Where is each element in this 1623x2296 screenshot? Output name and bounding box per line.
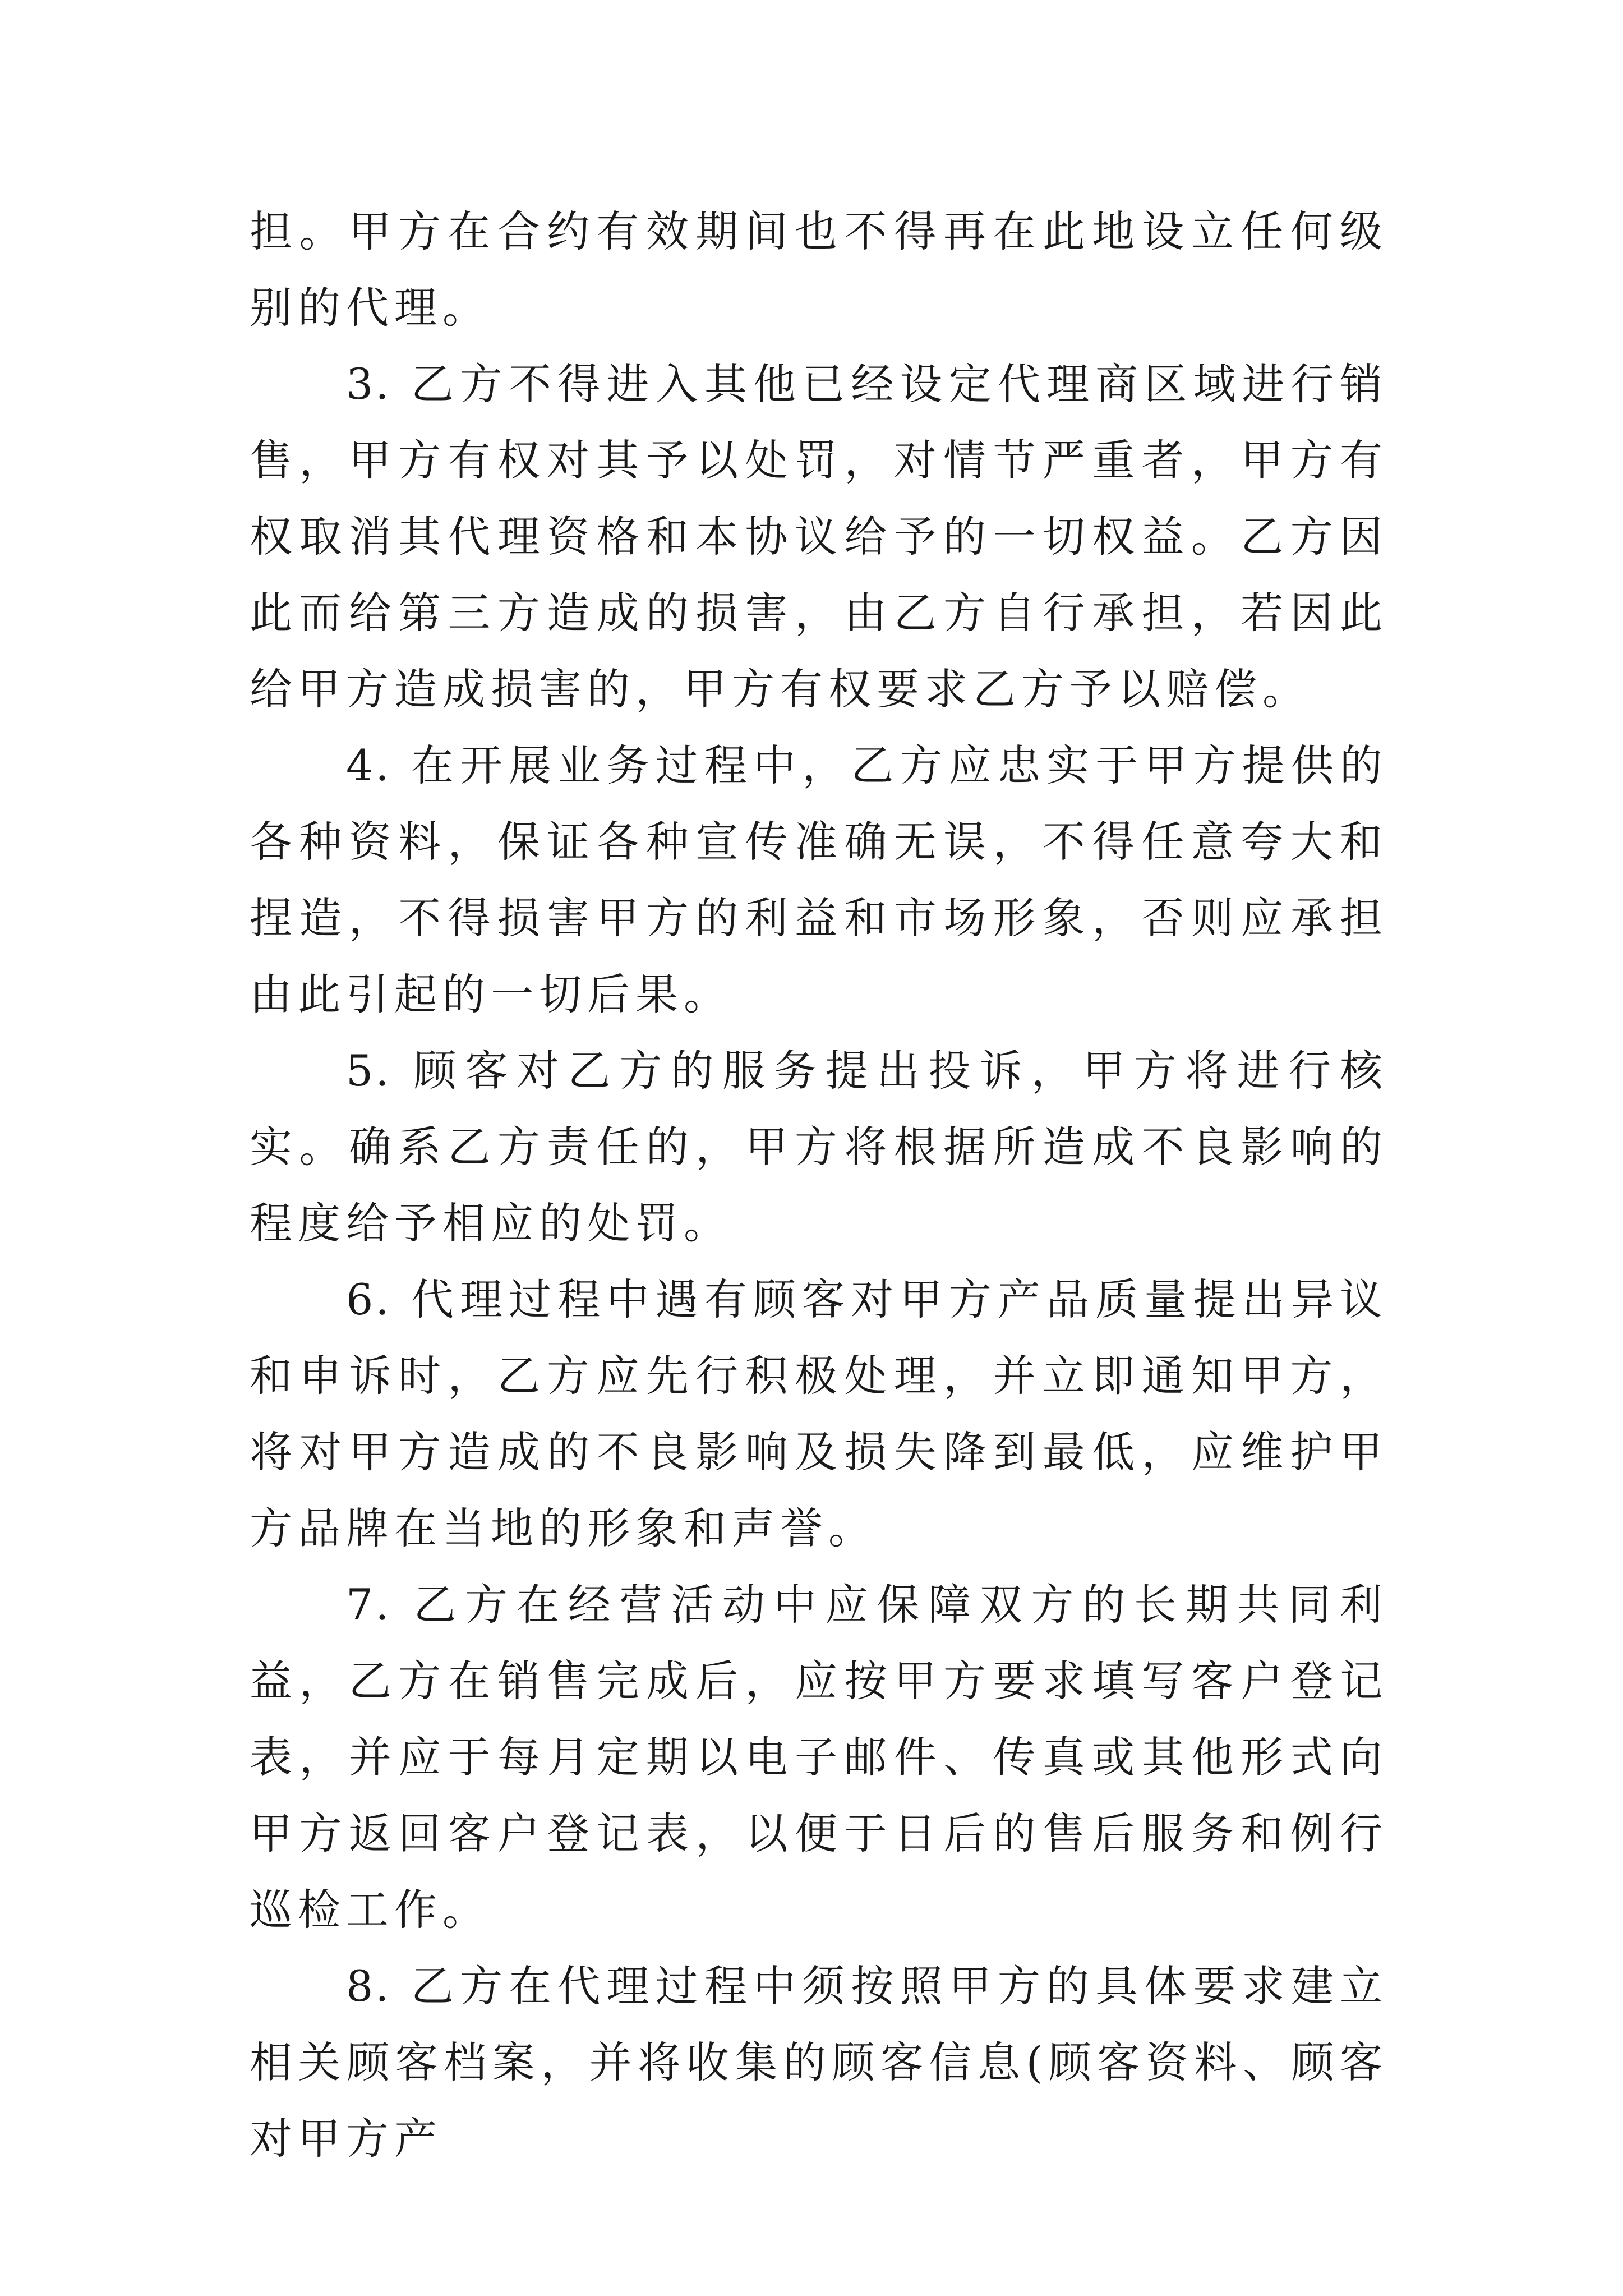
- clause-5: [250, 1033, 1388, 1262]
- clause-number: 5.: [346, 1046, 391, 1096]
- clause-text: 乙方不得进入其他已经设定代理商区域进行销售，甲方有权对其予以处罚，对情节严重者，甲方有权取消其代理资格和本协议给予的一切权益。乙方因此而给第三方造成的损害，由乙方自行承担，若因此给甲方造成损害的，甲方有权要求乙方予以赔偿。: [250, 359, 1388, 714]
- clause-3: [250, 346, 1388, 728]
- clause-text: 乙方在经营活动中应保障双方的长期共同利益，乙方在销售完成后，应按甲方要求填写客户登记表，并应于每月定期以电子邮件、传真或其他形式向甲方返回客户登记表，以便于日后的售后服务和例行巡检工作。: [250, 1580, 1388, 1935]
- clause-7: [250, 1567, 1388, 1948]
- clause-number: 7.: [346, 1580, 391, 1630]
- clause-text: 乙方在代理过程中须按照甲方的具体要求建立相关顾客档案，并将收集的顾客信息(顾客资料、顾客对甲方产: [250, 1961, 1388, 2164]
- paragraph-text: 担。甲方在合约有效期间也不得再在此地设立任何级别的代理。: [250, 206, 1388, 333]
- clause-number: 4.: [346, 740, 391, 790]
- document-body: [250, 194, 1388, 2177]
- clause-number: 6.: [346, 1274, 391, 1324]
- clause-8: [250, 1948, 1388, 2177]
- clause-6: [250, 1262, 1388, 1567]
- clause-text: 在开展业务过程中，乙方应忠实于甲方提供的各种资料，保证各种宣传准确无误，不得任意夸大和捏造，不得损害甲方的利益和市场形象，否则应承担由此引起的一切后果。: [250, 740, 1388, 1019]
- clause-number: 3.: [346, 359, 391, 409]
- clause-4: [250, 728, 1388, 1033]
- clause-text: 顾客对乙方的服务提出投诉，甲方将进行核实。确系乙方责任的，甲方将根据所造成不良影响的程度给予相应的处罚。: [250, 1046, 1388, 1248]
- clause-number: 8.: [346, 1961, 391, 2011]
- paragraph-continuation: [250, 194, 1388, 346]
- clause-text: 代理过程中遇有顾客对甲方产品质量提出异议和申诉时，乙方应先行积极处理，并立即通知甲方，将对甲方造成的不良影响及损失降到最低，应维护甲方品牌在当地的形象和声誉。: [250, 1274, 1388, 1553]
